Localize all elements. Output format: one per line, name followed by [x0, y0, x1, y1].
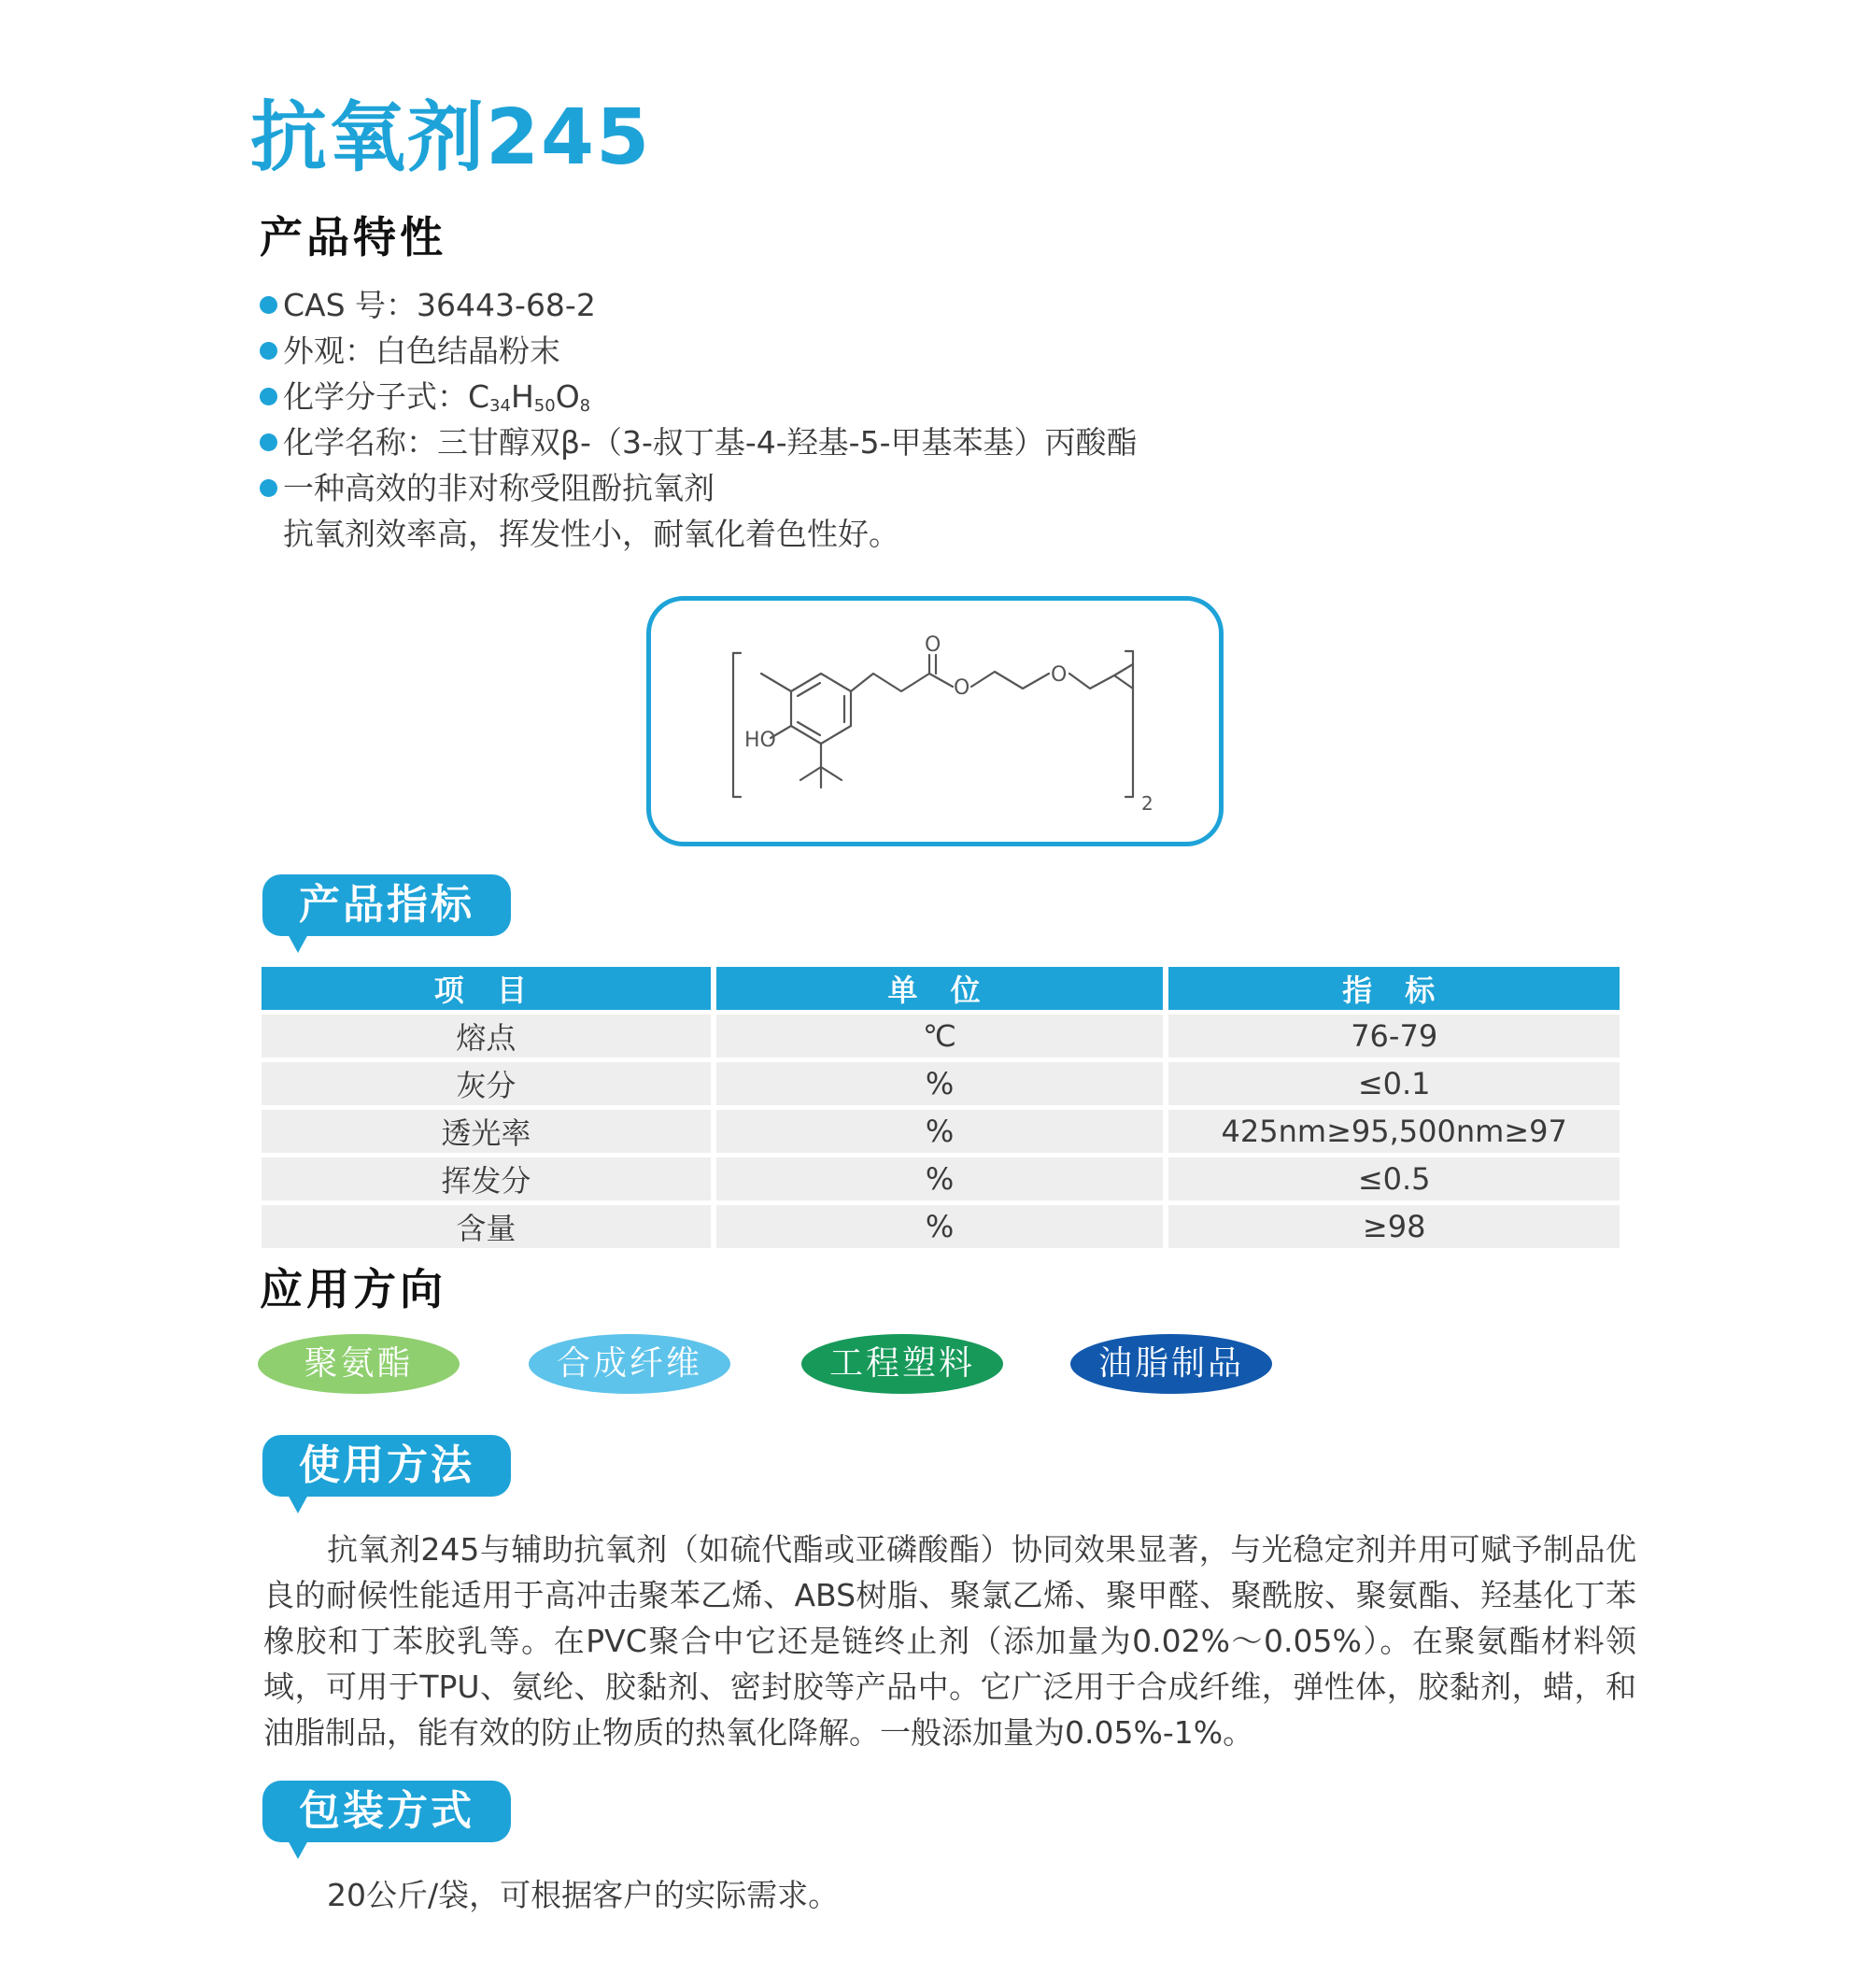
chemical-name: 化学名称：三甘醇双β-（3-叔丁基-4-羟基-5-甲基苯基）丙酸酯	[283, 424, 1138, 461]
oxygen-label: O	[954, 676, 970, 700]
usage-paragraph: 抗氧剂245与辅助抗氧剂（如硫代酯或亚磷酸酯）协同效果显著，与光稳定剂并用可赋予制品优良的耐候性能适用于高冲击聚苯乙烯、ABS树脂、聚氯乙烯、聚甲醛、聚酰胺、聚氨酯、羟基化丁苯橡胶和丁苯胶乳等。在PVC聚合中它还是链终止剂（添加量为0.02%～0.05%）。在聚氨酯材料领域，可用于TPU、氨纶、胶黏剂、密封胶等产品中。它广泛用于合成纤维，弹性体，胶黏剂，蜡，和油脂制品，能有效的防止物质的热氧化降解。一般添加量为0.05%-1%。	[263, 1531, 1636, 1751]
methyl-bond	[761, 674, 791, 691]
column-header: 单 位	[716, 967, 1164, 1010]
list-item	[260, 282, 1138, 328]
table-cell: 熔点	[262, 1015, 711, 1058]
formula-count: 34	[489, 396, 511, 416]
column-header: 指 标	[1168, 967, 1620, 1010]
column-header: 项 目	[262, 967, 711, 1010]
formula-label: 化学分子式：	[283, 378, 468, 415]
spec-table	[256, 962, 1625, 1253]
table-row	[262, 1110, 1620, 1153]
table-cell: ℃	[716, 1015, 1164, 1058]
formula-count: 8	[579, 396, 591, 416]
description-line: 抗氧剂效率高，挥发性小，耐氧化着色性好。	[283, 516, 899, 552]
list-item	[260, 419, 1138, 465]
list-item	[260, 465, 1138, 511]
chemical-structure	[651, 601, 1228, 851]
table-row	[262, 1205, 1620, 1248]
ethylene-chain	[1069, 674, 1133, 689]
table-cell: 425nm≥95,500nm≥97	[1168, 1110, 1620, 1153]
usage-tag	[262, 1435, 511, 1497]
subscript-label: 2	[1141, 792, 1153, 815]
table-cell: %	[716, 1062, 1164, 1105]
formula-element: H	[510, 378, 534, 415]
ethylene-chain	[971, 672, 1049, 689]
table-cell: 76-79	[1168, 1015, 1620, 1058]
structure-box	[646, 596, 1224, 846]
table-cell: ≤0.5	[1168, 1157, 1620, 1200]
application-pill-plastics: 工程塑料	[801, 1334, 1003, 1394]
ho-label: HO	[744, 729, 776, 752]
oxygen-label: O	[1051, 663, 1068, 687]
table-cell: %	[716, 1110, 1164, 1153]
appearance: 外观：白色结晶粉末	[283, 333, 560, 369]
formula	[468, 378, 590, 415]
formula-element: C	[468, 378, 490, 415]
table-row	[262, 1157, 1620, 1200]
applications-heading: 应用方向	[260, 1264, 446, 1314]
table-cell: ≤0.1	[1168, 1062, 1620, 1105]
packaging-text: 20公斤/袋，可根据客户的实际需求。	[327, 1877, 840, 1913]
bullet-icon	[260, 342, 277, 360]
bullet-icon	[260, 296, 277, 314]
list-item	[260, 328, 1138, 374]
table-cell: 灰分	[262, 1062, 711, 1105]
tag-label: 包装方式	[299, 1787, 474, 1835]
application-pill-fiber: 合成纤维	[529, 1334, 730, 1394]
right-bracket	[1125, 651, 1133, 797]
features-heading: 产品特性	[260, 212, 446, 263]
specs-tag	[262, 874, 511, 936]
tag-label: 产品指标	[299, 881, 474, 929]
table-cell: 挥发分	[262, 1157, 711, 1200]
oxygen-label: O	[925, 633, 941, 657]
left-bracket	[733, 653, 741, 797]
table-row	[262, 1015, 1620, 1058]
bullet-icon	[260, 479, 277, 497]
formula-count: 50	[533, 396, 556, 416]
description-line: 一种高效的非对称受阻酚抗氧剂	[283, 470, 715, 506]
table-cell: %	[716, 1205, 1164, 1248]
table-cell: %	[716, 1157, 1164, 1200]
list-item	[260, 374, 1138, 419]
cas-number: CAS 号：36443-68-2	[283, 287, 596, 323]
tag-label: 使用方法	[299, 1441, 474, 1489]
bullet-icon	[260, 388, 277, 405]
list-item	[260, 511, 1138, 557]
formula-element: O	[555, 378, 580, 415]
page-title: 抗氧剂245	[250, 93, 652, 182]
table-cell: 透光率	[262, 1110, 711, 1153]
table-cell: 含量	[262, 1205, 711, 1248]
benzene-ring	[791, 674, 851, 744]
table-cell: ≥98	[1168, 1205, 1620, 1248]
bullet-icon	[260, 433, 277, 451]
application-pill-oils: 油脂制品	[1070, 1334, 1272, 1394]
propanoate-chain	[851, 674, 929, 691]
packaging-tag	[262, 1781, 511, 1842]
application-pill-polyurethane: 聚氨酯	[258, 1334, 460, 1394]
features-list	[260, 282, 1138, 557]
table-row	[262, 1062, 1620, 1105]
